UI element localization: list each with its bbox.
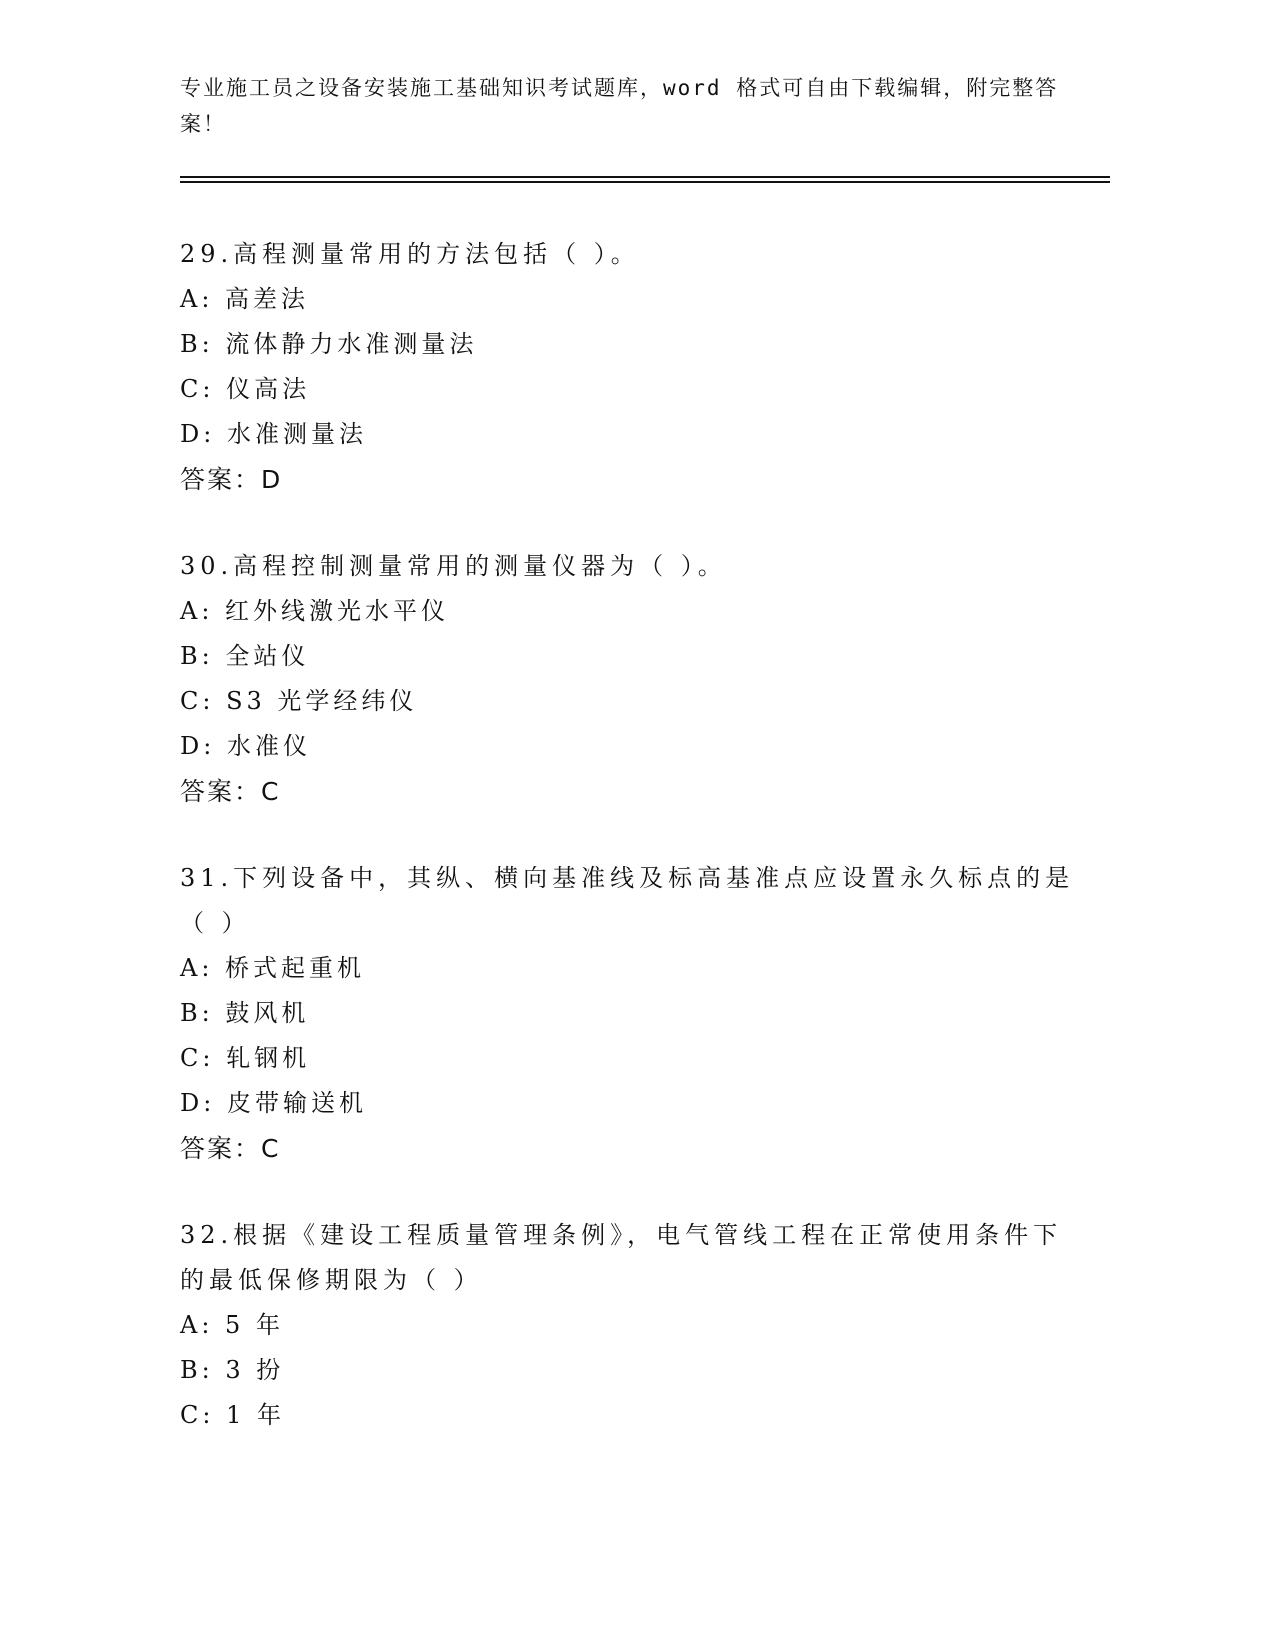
- option-c: C: S3 光学经纬仪: [180, 687, 418, 715]
- option-b: B: 全站仪: [180, 642, 310, 670]
- option-b: B: 鼓风机: [180, 999, 310, 1027]
- question-31: [180, 856, 1080, 1171]
- option-a: A: 红外线激光水平仪: [180, 597, 450, 625]
- document-header: 专业施工员之设备安装施工基础知识考试题库，word 格式可自由下载编辑，附完整答案！: [180, 76, 1059, 136]
- option-b: B: 3 扮: [180, 1356, 285, 1384]
- question-32: [180, 1213, 1080, 1438]
- option-d: D: 水准仪: [180, 732, 311, 760]
- option-c: C: 仪高法: [180, 375, 311, 403]
- option-d: D: 水准测量法: [180, 420, 367, 448]
- question-stem: 30.高程控制测量常用的测量仪器为（ ）。: [180, 552, 727, 580]
- option-a: A: 5 年: [180, 1311, 284, 1339]
- option-b: B: 流体静力水准测量法: [180, 330, 478, 358]
- question-stem: 29.高程测量常用的方法包括（ ）。: [180, 240, 640, 268]
- question-stem: 32.根据《建设工程质量管理条例》，电气管线工程在正常使用条件下的最低保修期限为（ ）: [180, 1221, 1063, 1294]
- question-30: [180, 544, 1080, 814]
- header-divider-bottom: [180, 181, 1110, 183]
- option-c: C: 轧钢机: [180, 1044, 311, 1072]
- option-a: A: 高差法: [180, 285, 310, 313]
- question-29: [180, 232, 1080, 502]
- answer-label: 答案：C: [180, 777, 281, 806]
- question-list: [180, 232, 1080, 1480]
- question-stem: 31.下列设备中，其纵、横向基准线及标高基准点应设置永久标点的是（ ）: [180, 864, 1075, 937]
- header-divider-top: [180, 176, 1110, 178]
- answer-label: 答案：D: [180, 465, 283, 494]
- option-a: A: 桥式起重机: [180, 954, 366, 982]
- answer-label: 答案：C: [180, 1134, 281, 1163]
- option-d: D: 皮带输送机: [180, 1089, 367, 1117]
- option-c: C: 1 年: [180, 1401, 285, 1429]
